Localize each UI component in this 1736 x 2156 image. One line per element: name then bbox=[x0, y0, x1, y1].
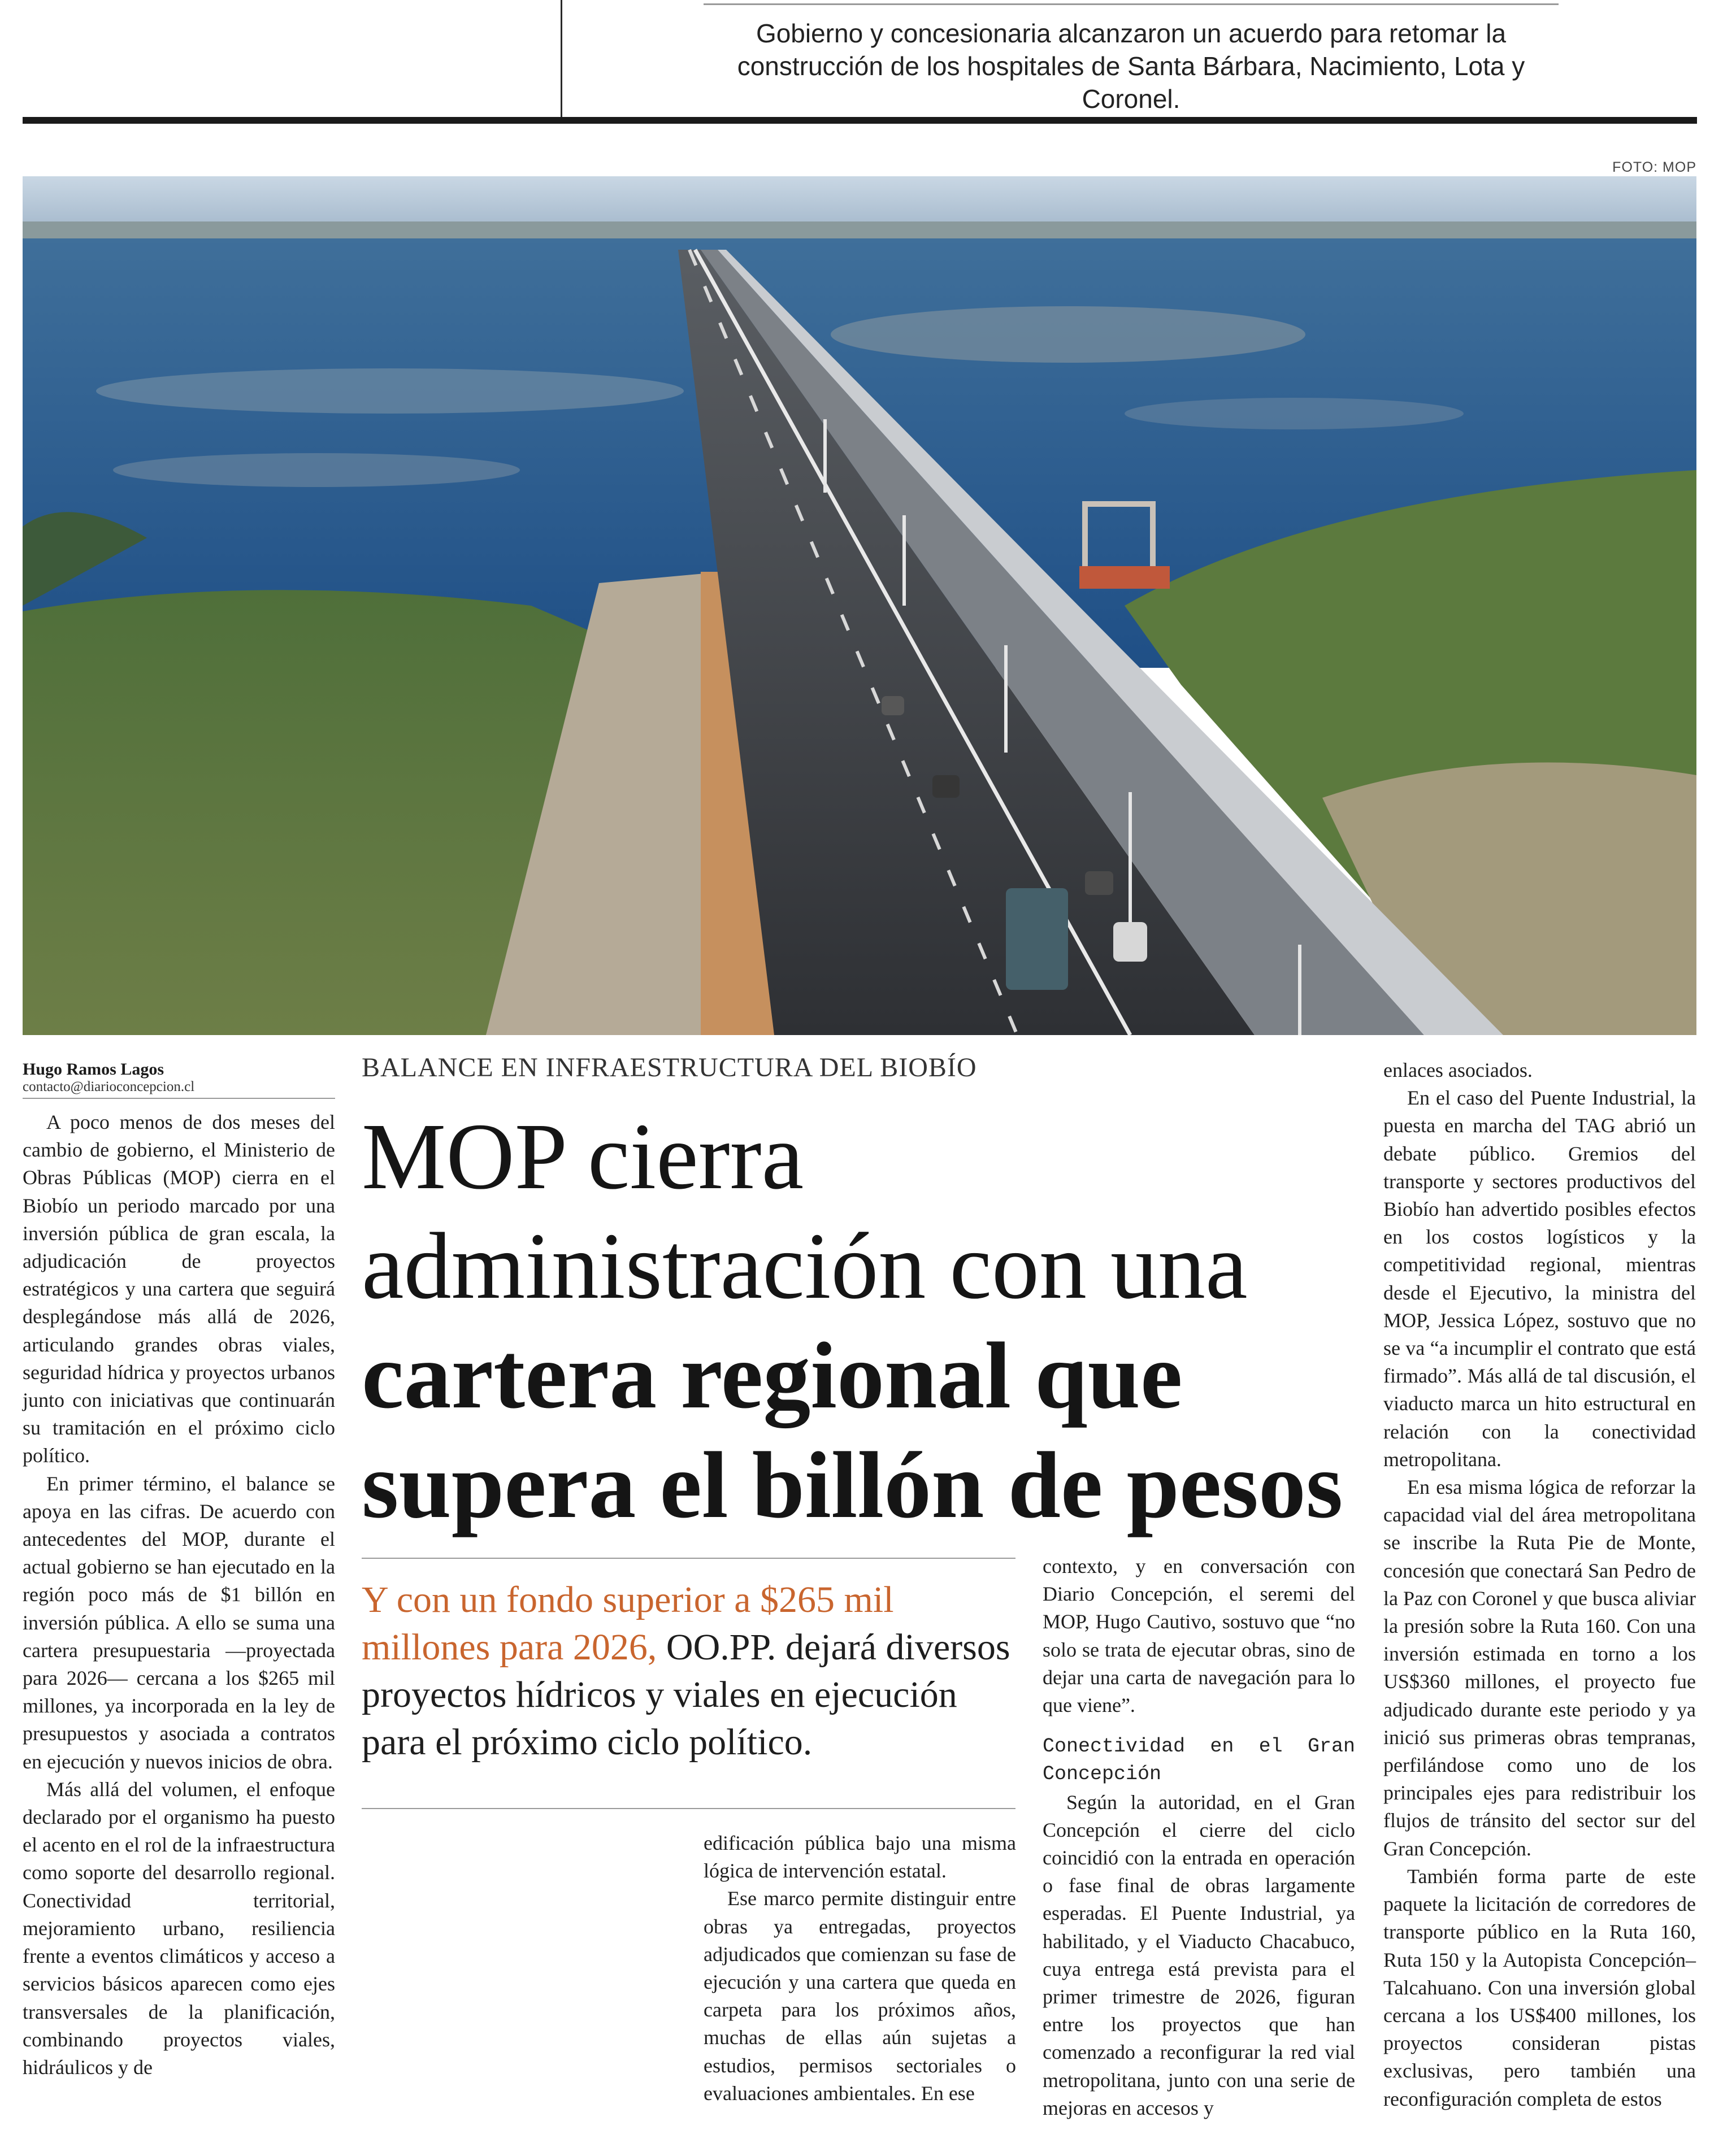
dek-text: OO.PP. dejará diversos proyectos hídricos y viales en ejecución para el próximo ciclo político. bbox=[362, 1627, 1010, 1763]
kicker: BALANCE EN INFRAESTRUCTURA DEL BIOBÍO bbox=[362, 1053, 977, 1083]
paragraph: contexto, y en conversación con Diario Concepción, el seremi del MOP, Hugo Cautivo, sostuvo que “no solo se trata de ejecutar obras, sino de dejar una carta de navegación para lo que viene”. bbox=[1043, 1555, 1355, 1717]
section-subhead: Conectividad en el Gran Concepción bbox=[1043, 1735, 1355, 1786]
paragraph: En esa misma lógica de reforzar la capacidad vial del área metropolitana se inscribe la Ruta Pie de Monte, concesión que conectará San Pedro de la Paz con Coronel y que busca aliviar la presión sobre la Ruta 160. Con una inversión estimada en torno a los US$360 millones, el proyecto fue adjudicado durante este periodo y ya inició sus primeras obras tempranas, perfilándose como uno de los principales ejes para redistribuir los flujos de tránsito del sector sur del Gran Concepción. bbox=[1383, 1476, 1696, 1860]
body-column-1 bbox=[23, 1109, 335, 2081]
dek-rule-top bbox=[362, 1558, 1015, 1559]
headline bbox=[362, 1102, 1379, 1540]
top-caption: Gobierno y concesionaria alcanzaron un acuerdo para retomar la construcción de los hospitales de Santa Bárbara, Nacimiento, Lota y Coronel. bbox=[737, 19, 1525, 114]
headline-line-4: supera el billón de pesos bbox=[362, 1433, 1343, 1538]
paragraph: enlaces asociados. bbox=[1383, 1059, 1533, 1081]
caption-rule bbox=[704, 3, 1559, 5]
dek-accent: Y con un fondo superior a $265 mil millones para 2026, bbox=[362, 1579, 894, 1668]
author-rule bbox=[23, 1098, 335, 1099]
body-column-4 bbox=[1383, 1057, 1696, 2113]
section-rule bbox=[23, 117, 1697, 124]
paragraph: edificación pública bajo una misma lógica de intervención estatal. bbox=[704, 1832, 1016, 1883]
column-divider bbox=[561, 0, 562, 119]
bridge-aerial-image bbox=[23, 176, 1696, 1035]
paragraph: Más allá del volumen, el enfoque declarado por el organismo ha puesto el acento en el rol de la infraestructura como soporte del desarrollo regional. Conectividad territorial, mejoramiento urbano, resiliencia frente a eventos climáticos y acceso a servicios básicos aparecen como ejes transversales de la planificación, combinando proyectos viales, hidráulicos y de bbox=[23, 1777, 335, 2079]
body-column-2 bbox=[704, 1829, 1016, 2107]
headline-line-3: cartera regional que bbox=[362, 1323, 1183, 1428]
paragraph: Ese marco permite distinguir entre obras ya entregadas, proyectos adjudicados que comienzan su fase de ejecución y una cartera que queda en carpeta para los próximos años, muchas de ellas aún sujetas a estudios, permisos sectoriales o evaluaciones ambientales. En ese bbox=[704, 1887, 1016, 2105]
dek bbox=[362, 1576, 1017, 1766]
paragraph: En el caso del Puente Industrial, la puesta en marcha del TAG abrió un debate público. Gremios del transporte y sectores productivos del Biobío han advertido posibles efectos en los costos logísticos y la competitividad regional, mientras desde el Ejecutivo, la ministra del MOP, Jessica López, sostuvo que no se va “a incumplir el contrato que está firmado”. Más allá de tal discusión, el viaducto marca un hito estructural en relación con la conectividad metropolitana. bbox=[1383, 1086, 1696, 1471]
body-column-3 bbox=[1043, 1553, 1355, 2122]
author-name: Hugo Ramos Lagos bbox=[23, 1060, 164, 1079]
headline-line-2: administración con una bbox=[362, 1214, 1248, 1319]
paragraph: A poco menos de dos meses del cambio de gobierno, el Ministerio de Obras Públicas (MOP) cierra en el Biobío un periodo marcado por una inversión pública de gran escala, la adjudicación de proyectos estratégicos y una cartera que seguirá desplegándose más allá de 2026, articulando grandes obras viales, seguridad hídrica y proyectos urbanos junto con iniciativas que continuarán su tramitación en el próximo ciclo político. bbox=[23, 1111, 335, 1467]
paragraph: Según la autoridad, en el Gran Concepción el cierre del ciclo coincidió con la entrada en operación o fase final de obras largamente esperadas. El Puente Industrial, ya habilitado, y el Viaducto Chacabuco, cuya entrega está prevista para el primer trimestre de 2026, figuran entre los proyectos que han comenzado a reconfigurar la red vial metropolitana, junto con una serie de mejoras en accesos y bbox=[1043, 1790, 1355, 2119]
headline-line-1: MOP cierra bbox=[362, 1104, 804, 1209]
bridge-photo bbox=[23, 176, 1696, 1035]
dek-rule-bottom bbox=[362, 1808, 1015, 1809]
paragraph: También forma parte de este paquete la licitación de corredores de transporte público en la Ruta 160, Ruta 150 y la Autopista Concepción–Talcahuano. Con una inversión global cercana a los US$400 millones, los proyectos consideran pistas exclusivas, pero también una reconfiguración completa de estos bbox=[1383, 1864, 1696, 2110]
paragraph: En primer término, el balance se apoya en las cifras. De acuerdo con antecedentes del MOP, durante el actual gobierno se han ejecutado en la región poco más de $1 billón en inversión pública. A ello se suma una cartera presupuestaria —proyectada para 2026— cercana a los $265 mil millones, ya incorporada en la ley de presupuestos y asociada a contratos en ejecución y nuevos inicios de obra. bbox=[23, 1472, 335, 1773]
photo-credit: FOTO: MOP bbox=[1612, 159, 1696, 175]
author-email: contacto@diarioconcepcion.cl bbox=[23, 1079, 195, 1094]
